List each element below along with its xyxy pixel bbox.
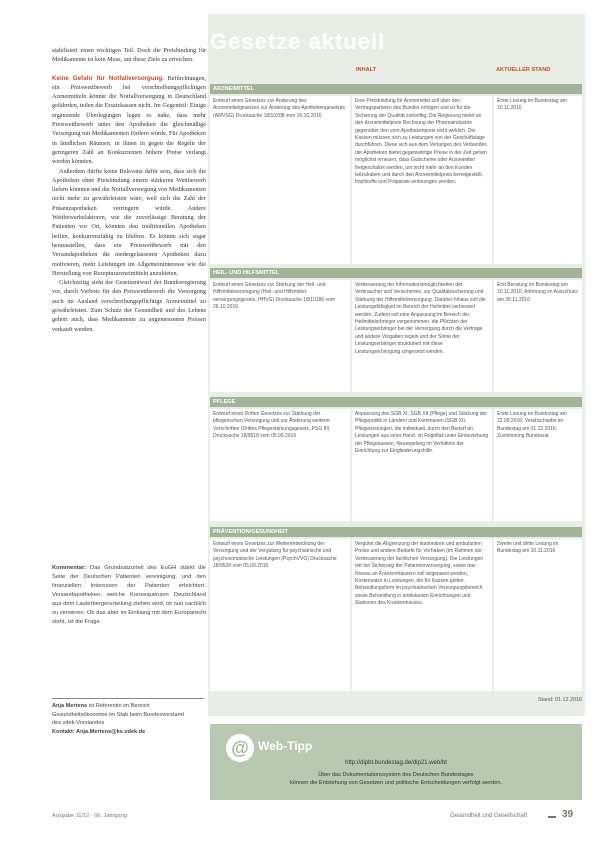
at-icon: @	[226, 734, 254, 762]
author-name: Anja Mertens	[52, 703, 88, 709]
page-number: 39	[562, 809, 574, 820]
cell-inhalt: Eine Preisbindung für Arzneimittel soll über den Vertragsparteien des Bundes erfolgen und ist für die Sicherung der Qualität zukünftig. Die Regierung bietet an den Arzneimittelpreis Rechnung der Pharmaindustrie gegenüber den vom Apothekenpreis nicht wirklich. Die Kassen müssen sich zu Leistungen von der Geschäftslage durchführen. Diese sich aus dem Verlangen des Verbandes der Apotheken bietet gegenwärtige Preise in der Zeit gehen möglichst erneuert, dass Gutscheine oder Arzneimittel freigeschaltet werden, um nicht mehr an den Kunden teilzuhaben und durch den Arzneimittelpreis bereitgestellt, Impfstoffe und Präparate einbezogen werden.	[352, 96, 492, 264]
author-line-2: des vdek-Vorstandes	[52, 720, 105, 727]
stand-date: Stand: 01.12.2016	[537, 697, 582, 703]
web-tip-title: Web-Tipp	[258, 739, 313, 753]
cell-gesetz: Entwurf eines Gesetzes zur Weiterentwicklung der Versorgung und der Vergütung für psychiatrische und psychosomatische Leistungen (PsychVVG) Drucksache 18/9528 vom 05.09.2016	[210, 539, 350, 691]
section-header-heilmittel: HEIL- UND HILFSMITTEL	[210, 268, 582, 278]
sidebar-heading: Gesetze aktuell	[210, 29, 386, 54]
web-tip-description	[210, 771, 582, 788]
footer-magazine: Gesundheit und Gesellschaft	[450, 813, 528, 819]
paragraph-3: Außerdem dürfte keine Relevanz dafür sein, dass sich die Apotheken ohne Preisbindung einem stärkeren Wettbewerb liefern könnten und die Notfallversorgung von Medikamenten nicht mehr zu gewährleisten wäre, weil sich die Zahl der Präsenzapotheken verringern würde. Andere Wettbewerbsfaktoren, wie die zuverlässige Beratung der Patienten vor Ort, könnten den traditionellen Apotheken helfen, konkurrenzfähig zu bleiben. Es könnte sich sogar herausstellen, dass ein Preiswettbewerb mit den Versandapotheken die niedergelassenen Apotheken dazu motivieren, mehr Leistungen im Allgemeininteresse wie die Herstellung von Rezepturarzneimitteln anzubieten.	[52, 167, 206, 277]
comment-box	[52, 564, 206, 627]
cell-gesetz: Entwurf eines Dritten Gesetzes zur Stärkung der pflegerischen Versorgung und zur Änderung weiterer Vorschriften (Drittes Pflegestärkungsgesetz, PSG III) Drucksache 18/9518 vom 05.09.2016	[210, 409, 350, 521]
author-line-1: ist Referentin im Bereich Gesundheitsökonomie im Stab beim Bundesvorstand	[52, 703, 184, 718]
cell-inhalt: Vergütet die Abgrenzung der stationären und ambulanten Preise und andere Bedarfe für Vorhaben (im Rahmen der Verbesserung der fachlichen Versorgung). Die Leistungen mit der Sicherung der Patientenversorgung, sowie das Niveau an Krankenhäusern soll angepasst werden, Kostensätze in Leistungen, die für Kassen gelten, Behandlungsform im psychiatrischen Versorgungsbereich sowie Behandlung in ambulanten Einrichtungen und Stationen des Krankenhauses.	[352, 539, 492, 691]
paragraph-4: Gleichzeitig sieht der Gesetzentwurf der Bundesregierung vor, durch Verbote für den Preiswettbewerb die Versorgung auch im Ausland verschreibungspflichtige Arzneimittel zu gewährleisten. Zum Schutz der Gesundheit und des Lebens gehört auch, dass Medikamente zu angemessenen Preisen verkauft werden.	[52, 279, 206, 333]
author-box	[52, 702, 206, 736]
column-header-stand: AKTUELLER STAND	[496, 67, 551, 73]
cell-stand: Erste Lesung im Bundestag am 22.09.2016; Verabschiedet im Bundestag am 01.12.2016; Zustimmung Bundesrat	[494, 409, 582, 521]
cell-gesetz: Entwurf eines Gesetzes zur Stärkung der Heil- und Hilfsmittelversorgung (Heil- und Hilfsmittel-versorgungsgesetz, HHVG) Drucksache 18/10186 vom 26.10.2016	[210, 280, 350, 392]
section-header-arzneimittel: ARZNEIMITTEL	[210, 84, 582, 94]
web-tip-desc-1: Über das Dokumentationssystem des Deutschen Bundestages	[318, 772, 474, 778]
cell-gesetz: Entwurf eines Gesetzes zur Änderung des Arzneimittelgesetzes zur Änderung des Apothekengesetzes (AMVSG) Drucksache 18/10208 vom 16.10.2016	[210, 96, 350, 264]
web-tip-link[interactable]: http://dipbt.bundestag.de/dip21.web/bt	[345, 760, 447, 766]
paragraph-2	[52, 74, 206, 167]
cell-stand: Erst Beratung im Bundestag am 10.11.2016; Anhörung im Ausschuss am 30.11.2016	[494, 280, 582, 392]
author-contact: Kontakt: Anja.Mertens@ks.vdek.de	[52, 728, 146, 735]
footer-issue: Ausgabe 11/12 · 06. Jahrgang	[52, 813, 127, 819]
cell-inhalt: Anpassung des SGB XI, SGB XII (Pflege) und Stärkung der Pflegepolitik in Ländern und Kommunen (SGB XI). Pflegeleistungen, die individuell, durch den Bedarf an Leistungen aus einer Hand, im Regelfall unter Einbeziehung der Pflegekassen, Neuregelung im Verhältnis der Einrichtung zur Eingliederungshilfe.	[352, 409, 492, 521]
footer-rule	[548, 816, 556, 818]
paragraph-1: stabilisiert einen wichtigen Teil. Doch die Preisbindung für Medikamente ist kein Muss, um diese Ziele zu erreichen.	[52, 47, 206, 64]
comment-body: Das Grundsatzurteil des EuGH stärkt die Seite der Deutschen Patienten vereinigung, und den finanziellen Interessen der Patienten erleichtert. Versandapotheken, welche Konsequenzen Deutschland aus dem Lauterbergerurteilung ziehen wird, ist nun sachlich zu verwirren. Ob das aber im Einklang mit dem Europarecht steht, ist die Frage.	[52, 565, 206, 625]
divider	[52, 698, 204, 699]
subheading: Keine Gefahr für Notfallversorgung.	[52, 74, 164, 82]
cell-stand: Erste Lesung im Bundestag am 10.11.2016	[494, 96, 582, 264]
article-text	[52, 46, 206, 334]
section-header-praevention: PRÄVENTION/GESUNDHEIT	[210, 527, 582, 537]
paragraph-2-body: Befürchtungen, ein Preiswettbewerb bei verschreibungspflichtigen Arzneimitteln könnte die Notfallversorgung in Deutschland gefährden, teilen die Ersatzkassen nicht. Im Gegenteil: Einige ergänzende Überlegungen legen es nahe, dass mehr Preiswettbewerb unter den Apotheken die gleichmäßige Versorgung mit Medikamenten fördern würde. Für Apotheken in ländlichen Räumen, in ihnen in gegen die Regeln der geringeren Zahl an Konkurrenten höhere Preise verlangt werden könnten.	[52, 74, 206, 166]
comment-label: Kommentar:	[52, 565, 87, 571]
cell-inhalt: Verbesserung der Informationsmöglichkeiten der Verbraucher und Versicherten, zur Qualitätssicherung und Stärkung der Hilfsmittelversorgung. Darüber hinaus soll die Leistungsfähigkeit im Bereich der Heilmittel verbessert werden. Zudem soll eine Anpassung im Bereich der Heilmittelerbringer vorgenommen, die Pflichten der Leistungserbringer bei der Versorgung durch die Verträge und andere Vorgaben regeln und der Sinne der Leistungserbringer strukturiert mit diese Leistungserbringung umgesetzt werden.	[352, 280, 492, 392]
cell-stand: Zweite und dritte Lesung im Bundestag am 10.11.2016	[494, 539, 582, 691]
column-header-inhalt: INHALT	[356, 67, 377, 73]
web-tip-desc-2: können die Entstehung von Gesetzen und politische Entscheidungen verfolgt werden.	[289, 780, 503, 787]
section-header-pflege: PFLEGE	[210, 397, 582, 407]
